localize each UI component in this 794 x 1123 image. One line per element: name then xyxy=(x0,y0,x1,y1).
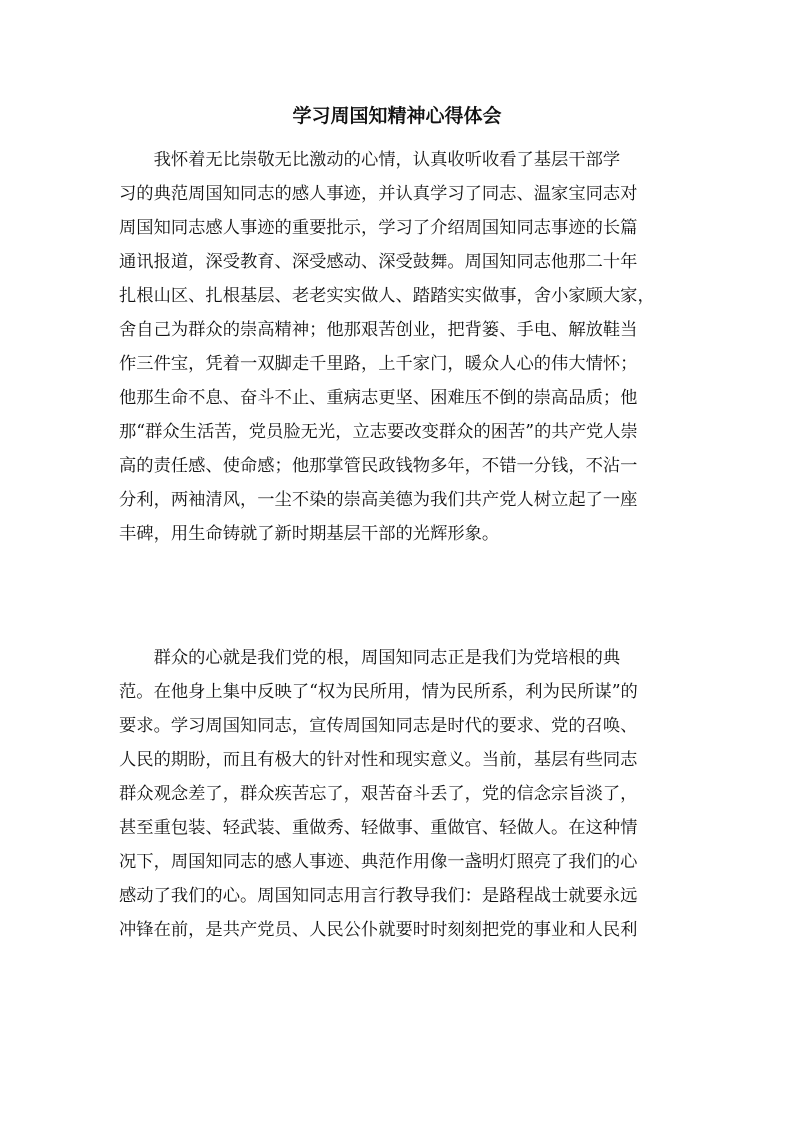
paragraph-line: 舍自己为群众的崇高精神；他那艰苦创业，把背篓、手电、解放鞋当 xyxy=(119,320,638,340)
paragraph-line: 我怀着无比崇敬无比激动的心情，认真收听收看了基层干部学 xyxy=(119,150,621,170)
paragraph-line: 要求。学习周国知同志，宣传周国知同志是时代的要求、党的召唤、 xyxy=(119,716,638,736)
paragraph-line: 习的典范周国知同志的感人事迹，并认真学习了同志、温家宝同志对 xyxy=(119,184,638,204)
paragraph-2 xyxy=(119,641,679,947)
paragraph-line: 范。在他身上集中反映了“权为民所用，情为民所系，利为民所谋”的 xyxy=(119,682,638,702)
paragraph-line: 人民的期盼，而且有极大的针对性和现实意义。当前，基层有些同志 xyxy=(119,750,638,770)
paragraph-line: 丰碑，用生命铸就了新时期基层干部的光辉形象。 xyxy=(119,524,500,544)
paragraph-line: 周国知同志感人事迹的重要批示，学习了介绍周国知同志事迹的长篇 xyxy=(119,218,638,238)
document-title: 学习周国知精神心得体会 xyxy=(292,105,502,127)
paragraph-line: 况下，周国知同志的感人事迹、典范作用像一盏明灯照亮了我们的心 xyxy=(119,852,638,872)
paragraph-line: 扎根山区、扎根基层、老老实实做人、踏踏实实做事，舍小家顾大家， xyxy=(119,286,655,306)
paragraph-line: 感动了我们的心。周国知同志用言行教导我们：是路程战士就要永远 xyxy=(119,886,638,906)
paragraph-line: 群众的心就是我们党的根，周国知同志正是我们为党培根的典 xyxy=(119,648,621,668)
paragraph-line: 通讯报道，深受教育、深受感动、深受鼓舞。周国知同志他那二十年 xyxy=(119,252,638,272)
paragraph-line: 高的责任感、使命感；他那掌管民政钱物多年，不错一分钱，不沾一 xyxy=(119,456,638,476)
paragraph-line: 作三件宝，凭着一双脚走千里路，上千家门，暖众人心的伟大情怀； xyxy=(119,354,638,374)
paragraph-line: 分利，两袖清风，一尘不染的崇高美德为我们共产党人树立起了一座 xyxy=(119,490,638,510)
paragraph-line: 冲锋在前，是共产党员、人民公仆就要时时刻刻把党的事业和人民利 xyxy=(119,920,638,940)
paragraph-1 xyxy=(119,143,679,551)
paragraph-line: 甚至重包装、轻武装、重做秀、轻做事、重做官、轻做人。在这种情 xyxy=(119,818,638,838)
paragraph-line: 群众观念差了，群众疾苦忘了，艰苦奋斗丢了，党的信念宗旨淡了， xyxy=(119,784,638,804)
paragraph-line: 那“群众生活苦，党员脸无光，立志要改变群众的困苦”的共产党人崇 xyxy=(119,422,638,442)
paragraph-line: 他那生命不息、奋斗不止、重病志更坚、困难压不倒的崇高品质；他 xyxy=(119,388,638,408)
